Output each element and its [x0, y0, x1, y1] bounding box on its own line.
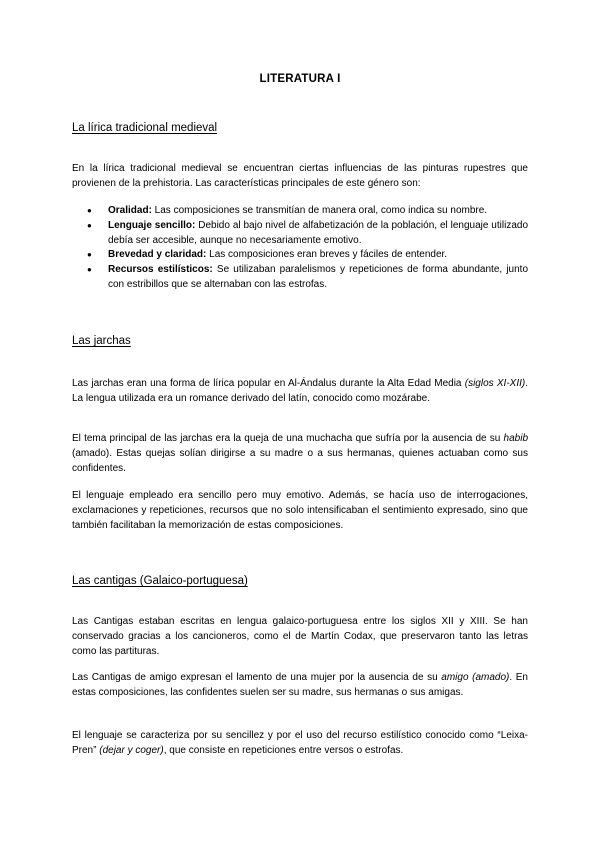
paragraph-cantigas-1: Las Cantigas estaban escritas en lengua galaico-portuguesa entre los siglos XII y XIII. Se han conservado gracias a los cancioneros, como el de Martín Codax, que preservaron tanto las letras como las partituras.: [72, 616, 528, 657]
paragraph-lirica-intro: En la lírica tradicional medieval se encuentran ciertas influencias de las pinturas rupestres que provienen de la prehistoria. Las características principales de este género son:: [72, 163, 528, 189]
list-item-term: Recursos estilísticos:: [108, 264, 213, 276]
list-item: [72, 204, 528, 219]
section-heading-lirica: La lírica tradicional medieval: [72, 122, 218, 134]
list-item-term: Brevedad y claridad:: [108, 249, 207, 261]
list-item: [72, 263, 528, 293]
document-title: LITERATURA I: [259, 73, 341, 85]
list-item-text: Las composiciones eran breves y fáciles de entender.: [206, 249, 448, 261]
italic-span: (dejar y coger): [99, 744, 164, 756]
text-span: Las Cantigas de amigo expresan el lamento de una mujer por la ausencia de su: [72, 672, 442, 683]
paragraph-jarchas-2: [72, 432, 528, 476]
list-item-term: Oralidad:: [108, 205, 152, 216]
section-heading-cantigas: Las cantigas (Galaico-portuguesa): [72, 575, 248, 587]
text-span: . La lengua utilizada era un romance derivado del latín, conocido como mozárabe.: [72, 378, 528, 404]
list-item-text: Las composiciones se transmitían de manera oral, como indica su nombre.: [151, 205, 488, 216]
paragraph-cantigas-2: [72, 671, 528, 701]
list-item-text: Debido al bajo nivel de alfabetización de la población, el lenguaje utilizado debía ser accesible, aunque no necesariamente emotivo.: [108, 219, 529, 246]
list-item: [72, 248, 528, 263]
characteristics-list: [72, 204, 528, 293]
text-span: El tema principal de las jarchas era la queja de una muchacha que sufría por la ausencia de su: [72, 433, 504, 444]
section-heading-jarchas: Las jarchas: [72, 335, 131, 347]
text-span: . En estas composiciones, las confidentes suelen ser su madre, sus hermanas o sus amigas.: [72, 672, 528, 698]
text-span: , que consiste en repeticiones entre versos o estrofas.: [163, 744, 404, 756]
italic-span: amigo (amado): [441, 672, 510, 683]
italic-span: (siglos XI-XII): [464, 378, 526, 389]
list-item: [72, 219, 528, 249]
paragraph-jarchas-1: [72, 377, 528, 407]
italic-span: habib: [503, 433, 528, 444]
paragraph-jarchas-3: El lenguaje empleado era sencillo pero muy emotivo. Además, se hacía uso de interrogaciones, exclamaciones y repeticiones, recursos que no solo intensificaban el sentimiento expresado, sino que también facilitaban la memorización de estas composiciones.: [72, 490, 528, 531]
text-span: El lenguaje se caracteriza por su sencillez y por el uso del recurso estilístico conocido como “Leixa-Pren”: [72, 730, 528, 756]
text-span: Las jarchas eran una forma de lírica popular en Al-Ándalus durante la Alta Edad Media: [72, 378, 465, 389]
text-span: (amado). Estas quejas solían dirigirse a su madre o a sus hermanas, quienes actuaban como sus confidentes.: [72, 447, 528, 474]
list-item-text: Se utilizaban paralelismos y repeticiones de forma abundante, junto con estribillos que se alternaban con las estrofas.: [108, 264, 528, 290]
list-item-term: Lenguaje sencillo:: [108, 219, 196, 231]
paragraph-cantigas-3: [72, 729, 528, 759]
